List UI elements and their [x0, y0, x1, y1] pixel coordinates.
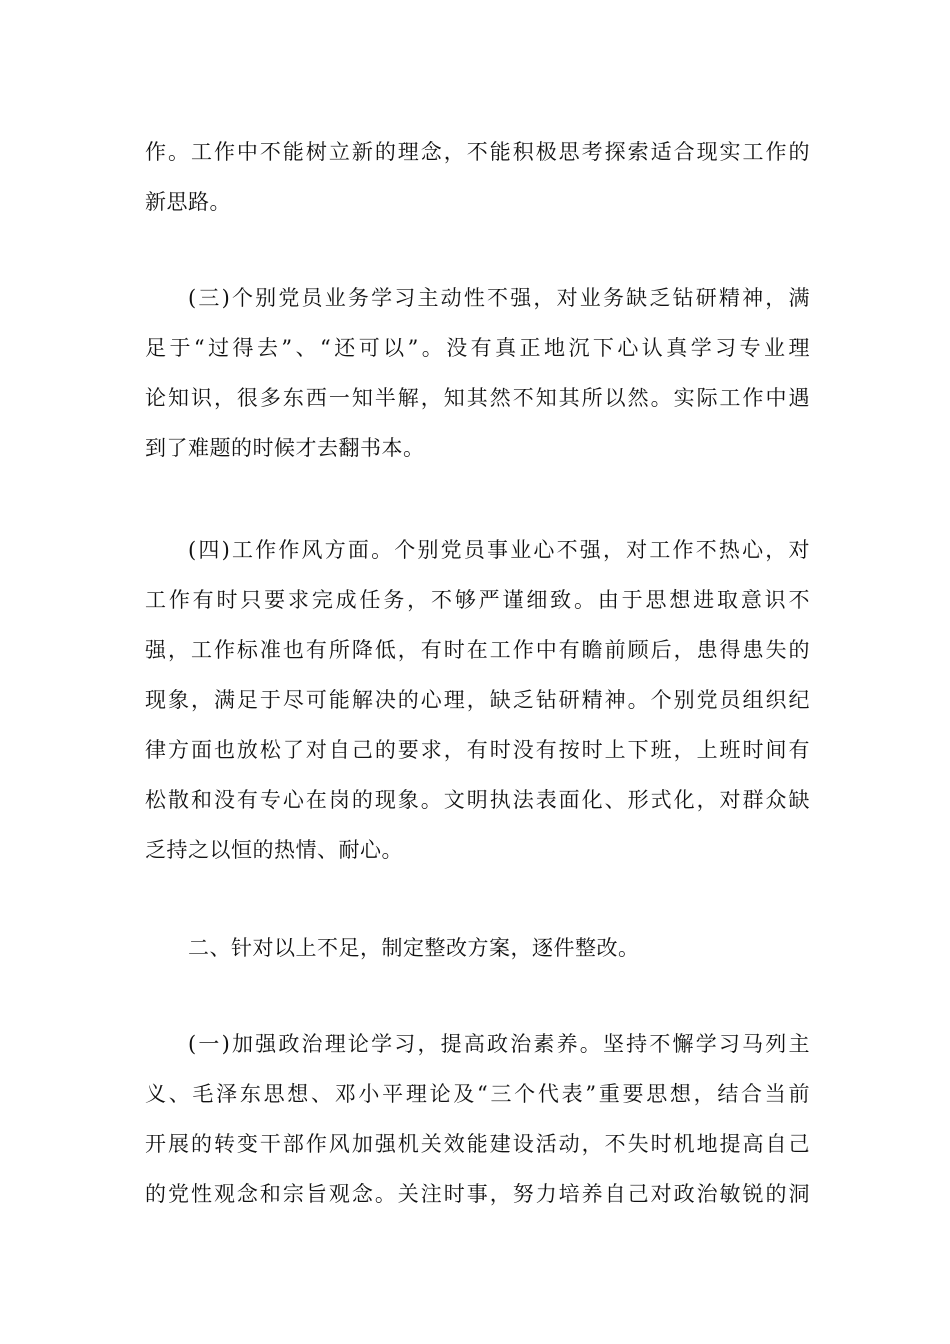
text-line: 乏持之以恒的热情、耐心。 [145, 838, 403, 862]
paragraph-rectification-1 [145, 1019, 810, 1219]
paragraph-section-3 [145, 273, 810, 473]
text-line: 到了难题的时候才去翻书本。 [145, 436, 425, 460]
text-line: 足于“过得去”、“还可以”。没有真正地沉下心认真学习专业理 [145, 336, 810, 360]
text-line: 工作有时只要求完成任务，不够严谨细致。由于思想进取意识不 [145, 588, 810, 612]
text-line: 开展的转变干部作风加强机关效能建设活动，不失时机地提高自己 [145, 1132, 810, 1156]
text-line: 松散和没有专心在岗的现象。文明执法表面化、形式化，对群众缺 [145, 788, 810, 812]
text-line: (三)个别党员业务学习主动性不强，对业务缺乏钻研精神，满 [188, 286, 810, 310]
text-line: 论知识，很多东西一知半解，知其然不知其所以然。实际工作中遇 [145, 386, 810, 410]
text-line: 律方面也放松了对自己的要求，有时没有按时上下班，上班时间有 [145, 738, 810, 762]
paragraph-section-4 [145, 525, 810, 875]
text-line: 现象，满足于尽可能解决的心理，缺乏钻研精神。个别党员组织纪 [145, 688, 810, 712]
paragraph-continuation [145, 127, 810, 227]
text-line: 的党性观念和宗旨观念。关注时事，努力培养自己对政治敏锐的洞 [145, 1182, 810, 1206]
text-line: 作。工作中不能树立新的理念，不能积极思考探索适合现实工作的 [145, 140, 810, 164]
text-line: 新思路。 [145, 190, 231, 214]
text-line: 强，工作标准也有所降低，有时在工作中有瞻前顾后，患得患失的 [145, 638, 810, 662]
text-line: (一)加强政治理论学习，提高政治素养。坚持不懈学习马列主 [188, 1032, 810, 1056]
text-line: (四)工作作风方面。个别党员事业心不强，对工作不热心，对 [188, 538, 810, 562]
section-heading-2 [145, 923, 810, 973]
text-line: 二、针对以上不足，制定整改方案，逐件整改。 [188, 936, 640, 960]
text-line: 义、毛泽东思想、邓小平理论及“三个代表”重要思想，结合当前 [145, 1082, 810, 1106]
